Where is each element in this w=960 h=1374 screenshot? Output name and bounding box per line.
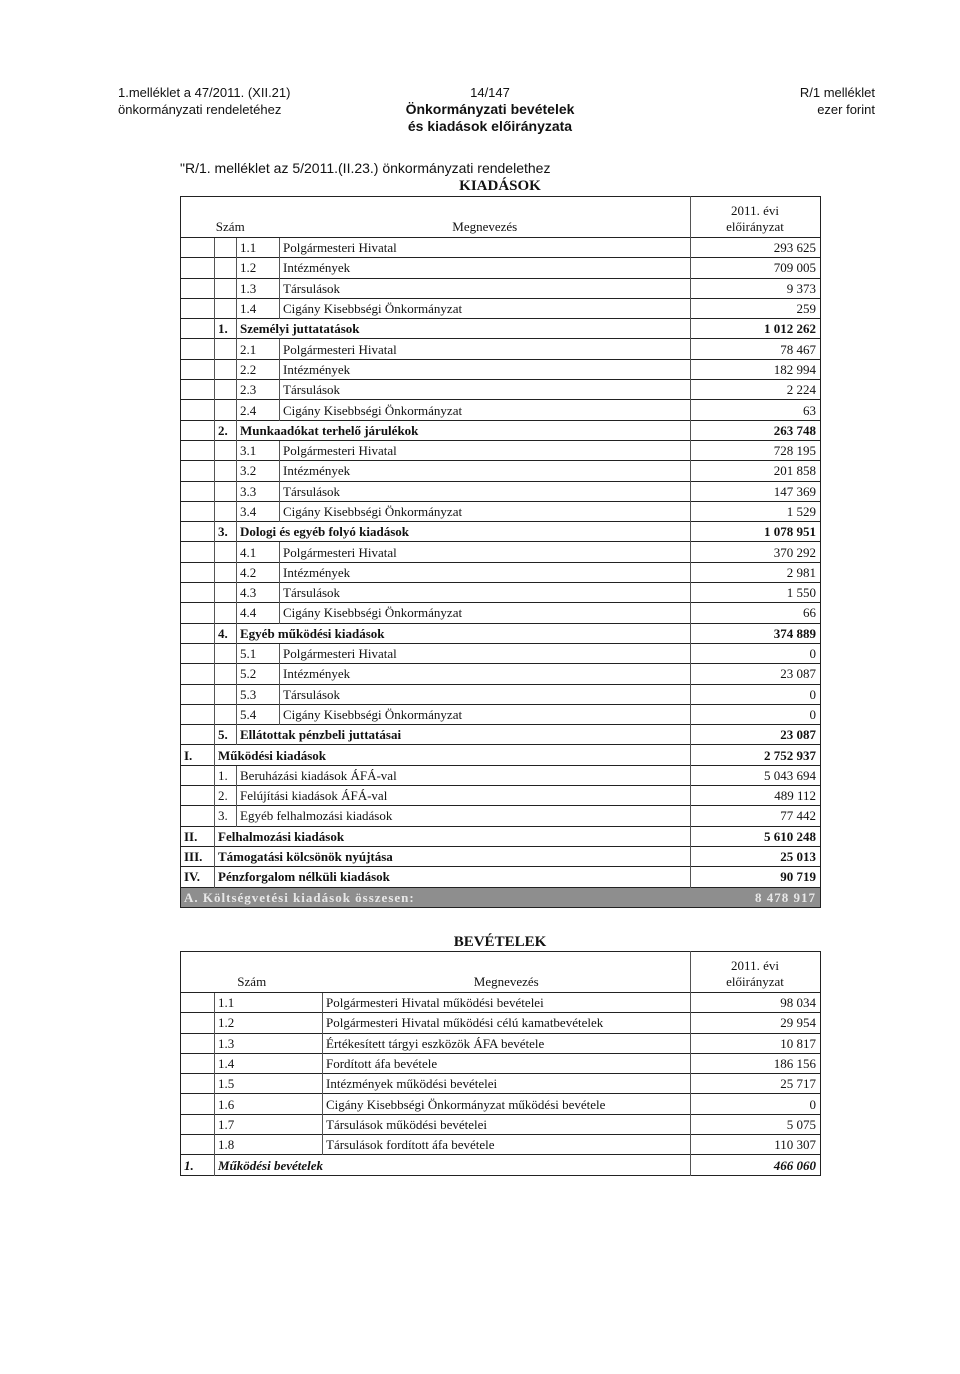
row-name: Intézmények	[280, 664, 691, 684]
row-name: Intézmények	[280, 258, 691, 278]
row-name: Társulások működési bevételei	[323, 1114, 691, 1134]
table-row	[181, 806, 821, 826]
row-roman-number	[181, 258, 215, 278]
row-group-number	[181, 1053, 215, 1073]
row-value: 728 195	[691, 440, 821, 460]
row-roman-number	[181, 786, 215, 806]
row-value: 10 817	[691, 1033, 821, 1053]
table-row	[181, 238, 821, 258]
row-name: Pénzforgalom nélküli kiadások	[215, 867, 691, 887]
row-roman-number	[181, 298, 215, 318]
row-group-number	[215, 400, 237, 420]
row-name: Polgármesteri Hivatal	[280, 238, 691, 258]
row-name: Polgármesteri Hivatal	[280, 440, 691, 460]
row-group-number: 2.	[215, 420, 237, 440]
header-center	[350, 84, 630, 135]
row-roman-number: III.	[181, 846, 215, 866]
row-group-number	[215, 238, 237, 258]
row-name: Fordított áfa bevétele	[323, 1053, 691, 1073]
row-name: Intézmények	[280, 562, 691, 582]
table-row	[181, 420, 821, 440]
table-row	[181, 583, 821, 603]
row-sub-number: 3.2	[237, 461, 280, 481]
annex-label: R/1 melléklet	[799, 85, 875, 100]
row-value: 259	[691, 298, 821, 318]
row-name: Működési kiadások	[215, 745, 691, 765]
col-value-header-label: előirányzat	[726, 974, 784, 989]
row-name: Ellátottak pénzbeli juttatásai	[237, 725, 691, 745]
col-value-header-year: 2011. évi	[731, 958, 779, 973]
document-title-line1: Önkormányzati bevételek	[405, 101, 575, 117]
row-value: 709 005	[691, 258, 821, 278]
table-row	[181, 826, 821, 846]
row-roman-number: IV.	[181, 867, 215, 887]
row-roman-number	[181, 278, 215, 298]
table-row	[181, 1094, 821, 1114]
row-name: Személyi juttatatások	[237, 319, 691, 339]
row-roman-number	[181, 522, 215, 542]
table-row	[181, 1135, 821, 1155]
table-row	[181, 380, 821, 400]
row-group-number: 4.	[215, 623, 237, 643]
table-row	[181, 359, 821, 379]
total-row	[181, 887, 821, 907]
total-label: A. Költségvetési kiadások összesen:	[181, 887, 691, 907]
row-roman-number	[181, 461, 215, 481]
table-row	[181, 725, 821, 745]
table-row	[181, 664, 821, 684]
row-value: 9 373	[691, 278, 821, 298]
row-group-number	[181, 1094, 215, 1114]
row-sub-number: 1.3	[215, 1033, 323, 1053]
row-name: Működési bevételek	[215, 1155, 691, 1175]
col-number-header: Szám	[215, 219, 245, 234]
table-row	[181, 1074, 821, 1094]
row-value: 1 078 951	[691, 522, 821, 542]
row-sub-number: 1.2	[215, 1013, 323, 1033]
row-sub-number: 4.4	[237, 603, 280, 623]
row-group-number	[215, 542, 237, 562]
reference-line: "R/1. melléklet az 5/2011.(II.23.) önkormányzati rendelethez	[180, 160, 551, 176]
row-group-number	[215, 258, 237, 278]
row-value: 110 307	[691, 1135, 821, 1155]
row-group-number	[215, 684, 237, 704]
row-group-number	[215, 339, 237, 359]
row-value: 263 748	[691, 420, 821, 440]
row-group-number	[215, 704, 237, 724]
col-value-header	[691, 952, 821, 993]
table-row	[181, 501, 821, 521]
row-sub-number: 1.8	[215, 1135, 323, 1155]
row-sub-number: 5.4	[237, 704, 280, 724]
row-name: Felújítási kiadások ÁFÁ-val	[237, 786, 691, 806]
table-row	[181, 1155, 821, 1175]
header-left	[118, 84, 290, 118]
row-group-number	[181, 1033, 215, 1053]
row-value: 147 369	[691, 481, 821, 501]
header-left-line1: 1.melléklet a 47/2011. (XII.21)	[118, 85, 291, 100]
row-group-number: 1.	[181, 1155, 215, 1175]
table-row	[181, 1114, 821, 1134]
row-value: 77 442	[691, 806, 821, 826]
row-group-number	[181, 1013, 215, 1033]
row-name: Intézmények	[280, 461, 691, 481]
row-name: Társulások	[280, 583, 691, 603]
row-group-number	[215, 643, 237, 663]
row-value: 90 719	[691, 867, 821, 887]
row-value: 182 994	[691, 359, 821, 379]
row-roman-number	[181, 562, 215, 582]
row-value: 5 075	[691, 1114, 821, 1134]
row-value: 2 224	[691, 380, 821, 400]
row-name: Cigány Kisebbségi Önkormányzat	[280, 603, 691, 623]
row-sub-number: 5.2	[237, 664, 280, 684]
row-name: Értékesített tárgyi eszközök ÁFA bevétele	[323, 1033, 691, 1053]
row-group-number: 3.	[215, 806, 237, 826]
row-roman-number	[181, 380, 215, 400]
table-row	[181, 461, 821, 481]
table-row	[181, 867, 821, 887]
row-value: 466 060	[691, 1155, 821, 1175]
expenses-header-row	[181, 197, 821, 238]
header-right	[800, 84, 875, 118]
table-row	[181, 603, 821, 623]
row-value: 374 889	[691, 623, 821, 643]
row-roman-number	[181, 583, 215, 603]
document-title-line2: és kiadások előirányzata	[407, 118, 573, 134]
row-value: 63	[691, 400, 821, 420]
row-roman-number	[181, 359, 215, 379]
row-value: 1 550	[691, 583, 821, 603]
row-name: Polgármesteri Hivatal működési bevételei	[323, 993, 691, 1013]
row-name: Társulások	[280, 380, 691, 400]
row-roman-number	[181, 542, 215, 562]
row-name: Polgármesteri Hivatal	[280, 643, 691, 663]
row-name: Támogatási kölcsönök nyújtása	[215, 846, 691, 866]
row-sub-number: 3.4	[237, 501, 280, 521]
table-row	[181, 1033, 821, 1053]
row-roman-number	[181, 765, 215, 785]
revenues-title: BEVÉTELEK	[453, 934, 547, 950]
row-name: Cigány Kisebbségi Önkormányzat	[280, 704, 691, 724]
page-number: 14/147	[470, 85, 510, 100]
row-name: Polgármesteri Hivatal	[280, 542, 691, 562]
header-left-line2: önkormányzati rendeletéhez	[118, 102, 282, 117]
row-group-number	[181, 993, 215, 1013]
row-roman-number	[181, 806, 215, 826]
row-name: Társulások fordított áfa bevétele	[323, 1135, 691, 1155]
row-roman-number	[181, 664, 215, 684]
row-value: 0	[691, 704, 821, 724]
table-row	[181, 786, 821, 806]
row-group-number	[215, 461, 237, 481]
row-value: 370 292	[691, 542, 821, 562]
row-group-number	[215, 380, 237, 400]
row-sub-number: 1.4	[237, 298, 280, 318]
row-value: 23 087	[691, 725, 821, 745]
row-sub-number: 2.3	[237, 380, 280, 400]
row-sub-number: 2.2	[237, 359, 280, 379]
row-sub-number: 4.2	[237, 562, 280, 582]
col-name-header: Megnevezés	[452, 219, 518, 234]
row-roman-number	[181, 440, 215, 460]
row-name: Cigány Kisebbségi Önkormányzat működési bevétele	[323, 1094, 691, 1114]
row-value: 0	[691, 643, 821, 663]
row-sub-number: 1.3	[237, 278, 280, 298]
row-name: Felhalmozási kiadások	[215, 826, 691, 846]
row-name: Polgármesteri Hivatal	[280, 339, 691, 359]
row-name: Intézmények működési bevételei	[323, 1074, 691, 1094]
row-value: 1 529	[691, 501, 821, 521]
row-value: 2 981	[691, 562, 821, 582]
row-sub-number: 1.7	[215, 1114, 323, 1134]
row-roman-number	[181, 603, 215, 623]
revenues-table	[180, 951, 821, 1176]
row-value: 98 034	[691, 993, 821, 1013]
row-name: Beruházási kiadások ÁFÁ-val	[237, 765, 691, 785]
row-group-number: 1.	[215, 765, 237, 785]
row-value: 0	[691, 1094, 821, 1114]
row-sub-number: 3.1	[237, 440, 280, 460]
row-name: Dologi és egyéb folyó kiadások	[237, 522, 691, 542]
row-value: 25 013	[691, 846, 821, 866]
row-value: 29 954	[691, 1013, 821, 1033]
row-sub-number: 1.1	[215, 993, 323, 1013]
col-name-header: Megnevezés	[473, 974, 539, 989]
col-value-header-label: előirányzat	[726, 219, 784, 234]
row-sub-number: 1.5	[215, 1074, 323, 1094]
row-sub-number: 4.3	[237, 583, 280, 603]
row-roman-number: I.	[181, 745, 215, 765]
row-sub-number: 2.1	[237, 339, 280, 359]
row-sub-number: 3.3	[237, 481, 280, 501]
row-group-number	[215, 298, 237, 318]
row-name: Munkaadókat terhelő járulékok	[237, 420, 691, 440]
col-number-header: Szám	[237, 974, 267, 989]
row-group-number: 2.	[215, 786, 237, 806]
row-group-number	[181, 1074, 215, 1094]
table-row	[181, 1013, 821, 1033]
expenses-title: KIADÁSOK	[459, 178, 541, 194]
table-row	[181, 562, 821, 582]
row-value: 2 752 937	[691, 745, 821, 765]
table-row	[181, 278, 821, 298]
row-group-number	[215, 603, 237, 623]
row-value: 78 467	[691, 339, 821, 359]
row-name: Társulások	[280, 278, 691, 298]
table-row	[181, 704, 821, 724]
table-row	[181, 684, 821, 704]
table-row	[181, 745, 821, 765]
row-roman-number	[181, 339, 215, 359]
table-row	[181, 440, 821, 460]
row-roman-number	[181, 481, 215, 501]
row-value: 186 156	[691, 1053, 821, 1073]
row-sub-number: 5.1	[237, 643, 280, 663]
row-group-number	[215, 583, 237, 603]
row-value: 25 717	[691, 1074, 821, 1094]
row-name: Polgármesteri Hivatal működési célú kamatbevételek	[323, 1013, 691, 1033]
row-group-number: 3.	[215, 522, 237, 542]
row-roman-number	[181, 400, 215, 420]
row-group-number	[215, 359, 237, 379]
row-sub-number: 5.3	[237, 684, 280, 704]
table-row	[181, 258, 821, 278]
table-row	[181, 298, 821, 318]
col-value-header-year: 2011. évi	[731, 203, 779, 218]
row-name: Egyéb működési kiadások	[237, 623, 691, 643]
row-value: 66	[691, 603, 821, 623]
row-roman-number	[181, 420, 215, 440]
unit-label: ezer forint	[817, 102, 875, 117]
table-row	[181, 643, 821, 663]
row-roman-number	[181, 643, 215, 663]
row-sub-number: 4.1	[237, 542, 280, 562]
row-roman-number	[181, 501, 215, 521]
table-row	[181, 522, 821, 542]
row-sub-number: 1.4	[215, 1053, 323, 1073]
row-group-number	[215, 562, 237, 582]
row-name: Társulások	[280, 684, 691, 704]
row-value: 1 012 262	[691, 319, 821, 339]
row-roman-number: II.	[181, 826, 215, 846]
row-name: Egyéb felhalmozási kiadások	[237, 806, 691, 826]
row-roman-number	[181, 623, 215, 643]
row-value: 0	[691, 684, 821, 704]
row-group-number	[215, 440, 237, 460]
row-group-number	[215, 278, 237, 298]
row-name: Cigány Kisebbségi Önkormányzat	[280, 400, 691, 420]
row-name: Intézmények	[280, 359, 691, 379]
row-group-number	[215, 501, 237, 521]
table-row	[181, 846, 821, 866]
row-sub-number: 1.1	[237, 238, 280, 258]
row-group-number: 1.	[215, 319, 237, 339]
revenues-header-row	[181, 952, 821, 993]
row-group-number: 5.	[215, 725, 237, 745]
total-value: 8 478 917	[691, 887, 821, 907]
table-row	[181, 319, 821, 339]
row-group-number	[181, 1135, 215, 1155]
row-roman-number	[181, 684, 215, 704]
row-group-number	[215, 481, 237, 501]
table-row	[181, 765, 821, 785]
row-value: 489 112	[691, 786, 821, 806]
row-roman-number	[181, 319, 215, 339]
row-roman-number	[181, 725, 215, 745]
table-row	[181, 400, 821, 420]
row-name: Cigány Kisebbségi Önkormányzat	[280, 298, 691, 318]
table-row	[181, 1053, 821, 1073]
col-value-header	[691, 197, 821, 238]
row-sub-number: 1.6	[215, 1094, 323, 1114]
row-sub-number: 2.4	[237, 400, 280, 420]
row-value: 5 610 248	[691, 826, 821, 846]
row-sub-number: 1.2	[237, 258, 280, 278]
row-name: Társulások	[280, 481, 691, 501]
row-roman-number	[181, 238, 215, 258]
table-row	[181, 623, 821, 643]
table-row	[181, 993, 821, 1013]
table-row	[181, 339, 821, 359]
table-row	[181, 481, 821, 501]
row-group-number	[181, 1114, 215, 1134]
row-roman-number	[181, 704, 215, 724]
row-name: Cigány Kisebbségi Önkormányzat	[280, 501, 691, 521]
row-value: 23 087	[691, 664, 821, 684]
row-group-number	[215, 664, 237, 684]
row-value: 201 858	[691, 461, 821, 481]
table-row	[181, 542, 821, 562]
expenses-table	[180, 196, 821, 908]
row-value: 293 625	[691, 238, 821, 258]
row-value: 5 043 694	[691, 765, 821, 785]
